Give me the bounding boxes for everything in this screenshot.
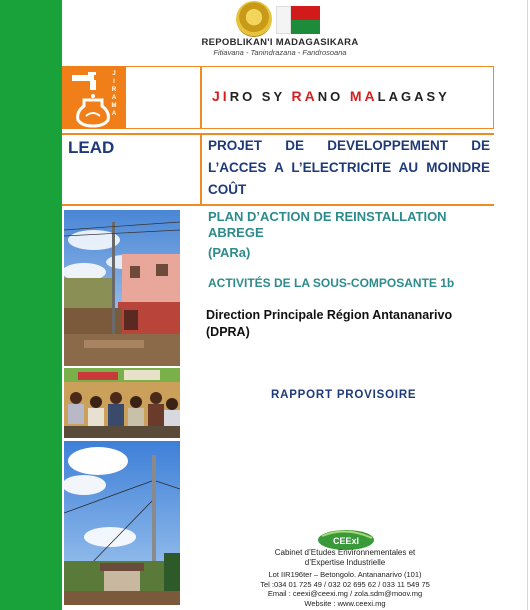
- jirama-logo: [62, 66, 126, 129]
- consultant-address: Lot IIR196ter – Betongolo. Antananarivo (101): [268, 570, 422, 579]
- community-meeting-photo: [64, 368, 180, 438]
- consultant-name: Cabinet d’Etudes Environnementales et: [274, 548, 416, 557]
- green-side-bar: [0, 0, 62, 610]
- seal-icon: [236, 1, 272, 37]
- consultant-info: [230, 548, 460, 608]
- consultant-tel: Tel :034 01 725 49 / 032 02 695 62 / 033 11 549 75: [260, 579, 430, 589]
- project-title: PROJET DE DEVELOPPEMENT DE L’ACCES A L’ELECTRICITE AU MOINDRE COÛT: [208, 138, 490, 197]
- direction-line: (DPRA): [206, 325, 250, 339]
- jirama-part: MA: [349, 88, 378, 104]
- plan-abbreviation: (PARa): [208, 245, 251, 260]
- national-emblem: [232, 0, 342, 40]
- madagascar-flag-icon: [276, 6, 320, 34]
- report-status: RAPPORT PROVISOIRE: [271, 389, 417, 401]
- consultant-name: d’Expertise Industrielle: [304, 557, 386, 567]
- jirama-part: NO: [317, 89, 350, 104]
- direction-region: [206, 307, 506, 341]
- activities-subtitle: ACTIVITÉS DE LA SOUS-COMPOSANTE 1b: [208, 276, 455, 290]
- page-edge: [527, 0, 528, 610]
- plan-title: PLAN D’ACTION DE REINSTALLATION ABREGE: [208, 209, 447, 240]
- republic-title: REPOBLIKAN'I MADAGASIKARA: [201, 37, 359, 48]
- street-power-poles-photo: [64, 210, 180, 366]
- jirama-full-name: [212, 88, 450, 104]
- direction-line: Direction Principale Région Antananarivo: [206, 308, 453, 322]
- consultant-email: Email : ceexi@ceexi.mg / zola.sdm@moov.mg: [267, 589, 423, 598]
- project-divider: [200, 133, 202, 206]
- consultant-website: Website : www.ceexi.mg: [304, 598, 386, 608]
- jirama-part: JI: [212, 88, 230, 104]
- jirama-divider: [200, 66, 202, 129]
- jirama-part: RO SY: [229, 89, 292, 104]
- jirama-part: RA: [291, 88, 318, 104]
- national-motto: Fitiavana - Tanindrazana - Fandrosoana: [213, 48, 347, 57]
- power-line-sky-photo: [64, 441, 180, 605]
- ceexi-logo-text: CEExI: [332, 536, 360, 546]
- jirama-logo-text: J I R A M A: [111, 71, 117, 117]
- lead-label: LEAD: [68, 138, 115, 157]
- jirama-part: LAGASY: [377, 89, 450, 104]
